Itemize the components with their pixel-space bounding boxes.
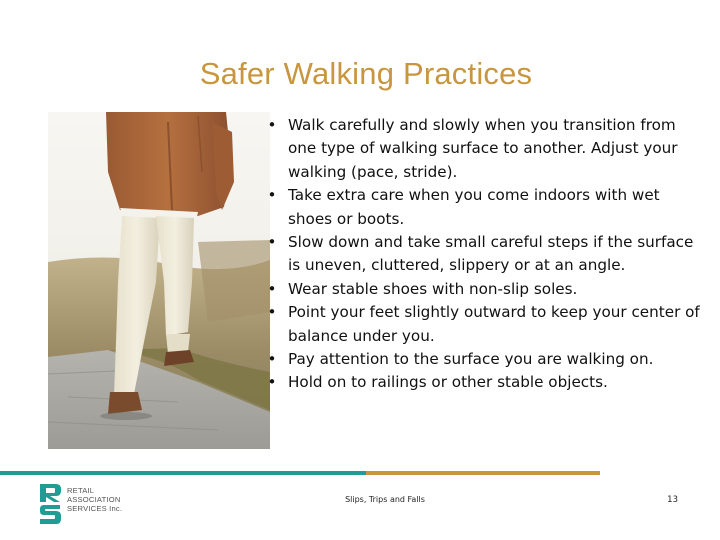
- bullet-item: [264, 278, 704, 301]
- logo-line: RETAIL: [67, 486, 95, 495]
- bullet-text: Wear stable shoes with non-slip soles.: [288, 279, 578, 298]
- bullet-item: [264, 348, 704, 371]
- logo-wordmark: [67, 486, 122, 514]
- bullet-dot: •: [267, 279, 277, 298]
- person-walking-photo: [48, 112, 270, 449]
- bullet-dot: •: [267, 350, 277, 369]
- bullet-item: [264, 231, 704, 278]
- footer-title: Slips, Trips and Falls: [345, 495, 425, 504]
- bullet-text: Hold on to railings or other stable objects.: [288, 373, 608, 392]
- bullet-item: [264, 184, 704, 231]
- bullet-text: Slow down and take small careful steps if the surface is uneven, cluttered, slippery or at an angle.: [288, 233, 694, 275]
- bullet-text: Pay attention to the surface you are walking on.: [288, 350, 654, 369]
- bullet-item: [264, 301, 704, 348]
- logo-line: ASSOCIATION: [67, 495, 121, 505]
- bullet-dot: •: [267, 233, 277, 252]
- rs-logo-icon: [38, 483, 62, 525]
- bullet-item: [264, 371, 704, 394]
- slide-title: Safer Walking Practices: [199, 56, 533, 91]
- company-logo: [38, 483, 148, 525]
- bullet-dot: •: [267, 303, 277, 322]
- bullet-dot: •: [267, 186, 277, 205]
- footer-divider-teal: [0, 471, 366, 475]
- logo-line: SERVICES Inc.: [67, 504, 123, 514]
- bullet-dot: •: [267, 373, 277, 392]
- bullet-text: Point your feet slightly outward to keep your center of balance under you.: [288, 303, 700, 345]
- bullet-text: Take extra care when you come indoors with wet shoes or boots.: [288, 186, 660, 228]
- page-number: 13: [667, 495, 678, 505]
- bullet-text: Walk carefully and slowly when you transition from one type of walking surface to another. Adjust your walking (pace, stride).: [288, 116, 678, 181]
- footer-divider-gold: [366, 471, 600, 475]
- bullet-list: [264, 114, 704, 395]
- bullet-item: [264, 114, 704, 184]
- bullet-dot: •: [267, 116, 277, 134]
